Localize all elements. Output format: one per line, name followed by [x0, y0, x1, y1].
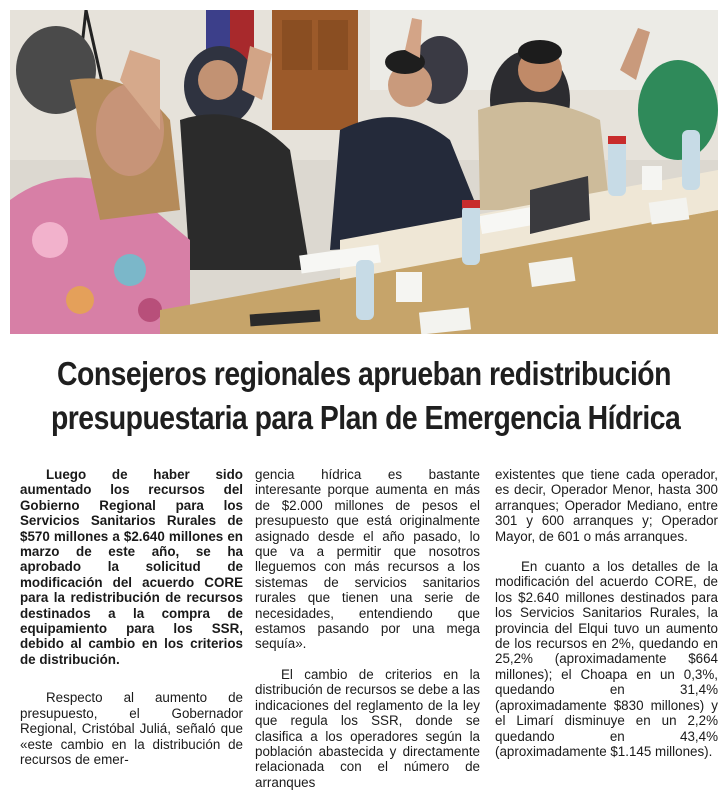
news-photo [10, 10, 718, 334]
column-3 [495, 467, 718, 759]
paragraph: existentes que tiene cada operador, es decir, Operador Menor, hasta 300 arranques; Operador Mediano, entre 301 y 600 arranques y; Operador Mayor, de 601 o más arranques. [495, 467, 718, 544]
headline-line-2: presupuestaria para Plan de Emergencia Hídrica [50, 399, 681, 436]
article-headline [50, 352, 681, 440]
paragraph: El cambio de criterios en la distribución de recursos se debe a las indicaciones del reglamento de la ley que regula los SSR, donde se clasifica a los operadores según la población abastecida y directamente relacionada con el número de arranques [255, 666, 480, 790]
paragraph: gencia hídrica es bastante interesante porque aumenta en más de $2.000 millones de pesos el presupuesto que está originalmente asignado desde el año pasado, lo que va a permitir que nosotros lleguemos con más recursos a los sistemas de servicios sanitarios rurales que tienen una serie de necesidades, entendiendo que estamos pasando por una mega sequía». [255, 467, 480, 652]
article-body [12, 467, 718, 790]
column-1 [20, 467, 243, 767]
paragraph: Respecto al aumento de presupuesto, el Gobernador Regional, Cristóbal Juliá, señaló que «este cambio en la distribución de recursos de emer- [20, 690, 243, 767]
paragraph: En cuanto a los detalles de la modificación del acuerdo CORE, de los $2.640 millones destinados para los Servicios Sanitarios Rurales, la provincia del Elqui tuvo un aumento de los recursos en 2%, quedando en 25,2% (aproximadamente $664 millones); el Choapa en un 0,3%, quedando en 31,4% (aproximadamente $830 millones) y el Limarí disminuye en un 2,2% quedando en 43,4% (aproximadamente $1.145 millones). [495, 559, 718, 759]
headline-line-1: Consejeros regionales aprueban redistribución [57, 355, 671, 392]
column-2 [255, 467, 480, 790]
lead-paragraph: Luego de haber sido aumentado los recursos del Gobierno Regional para los Servicios Sanitarios Rurales de $570 millones a $2.640 millones en marzo de este año, se ha aprobado la solicitud de modificación del acuerdo CORE para la redistribución de recursos destinados a la compra de equipamiento para los SSR, debido al cambio en los criterios de distribución. [20, 467, 243, 667]
